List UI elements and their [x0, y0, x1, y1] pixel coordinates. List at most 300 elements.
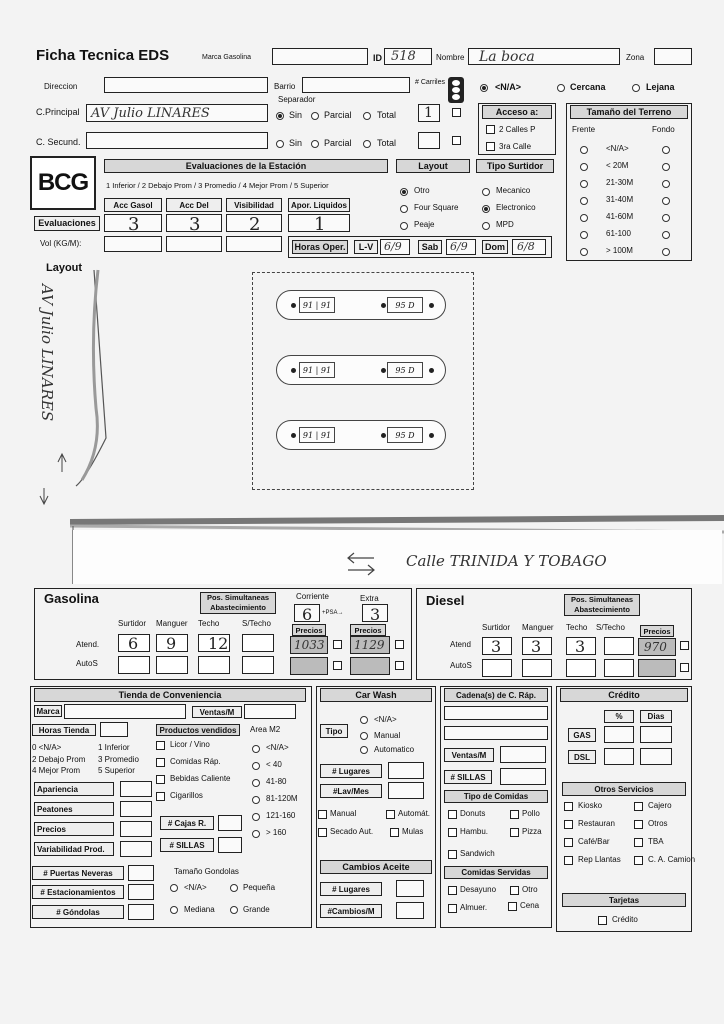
terreno-frente-radio-2[interactable] [580, 180, 588, 188]
tienda-tam-gondolas-label: Tamaño Gondolas [174, 867, 239, 876]
otro-servicio-label-0: Kiosko [578, 801, 603, 810]
pump-dot-end-2 [429, 368, 434, 373]
servida-desayuno-check[interactable] [448, 886, 457, 895]
gondola-grande-label: Grande [243, 905, 270, 914]
otro-servicio-check-1[interactable] [634, 802, 643, 811]
cprincipal-field[interactable] [86, 104, 268, 122]
producto-check-2[interactable] [156, 775, 165, 784]
bcg-logo: BCG [30, 156, 96, 210]
carwash-secado-label: Secado Aut. [330, 827, 374, 836]
gondola-pequena-radio[interactable] [230, 884, 238, 892]
evaluaciones-row-label: Evaluaciones [34, 216, 100, 231]
cercana-label: Cercana [570, 82, 606, 92]
cambios-title: Cambios Aceite [320, 860, 432, 874]
gasolina-corriente-field[interactable] [294, 604, 320, 622]
gasolina-precio-2-field[interactable] [350, 636, 390, 654]
horas-label: Horas Oper. [292, 240, 348, 254]
terreno-frente-radio-1[interactable] [580, 163, 588, 171]
diesel-atend-field-0[interactable] [482, 637, 512, 655]
credito-gas-pct[interactable] [604, 726, 634, 743]
layout-option-label-2: Peaje [414, 220, 435, 229]
lv-field[interactable] [380, 239, 410, 255]
gasolina-col-0: Surtidor [118, 619, 147, 628]
gasolina-autos-field-3[interactable] [242, 656, 274, 674]
gasolina-autos-field-0[interactable] [118, 656, 150, 674]
tienda-metric-field-3[interactable] [120, 841, 152, 857]
area-radio-0[interactable] [252, 745, 260, 753]
nombre-label: Nombre [436, 53, 465, 62]
gasolina-psa-label: +PSA→ [322, 610, 344, 616]
terreno-title: Tamaño del Terreno [570, 105, 688, 119]
tarjeta-credito-label: Crédito [612, 915, 638, 924]
comida-donuts-check[interactable] [448, 810, 457, 819]
diesel-autos-precio[interactable] [638, 659, 676, 677]
cadena-sillas-label: # SILLAS [444, 770, 492, 784]
pump-dot-left-1 [291, 303, 296, 308]
otro-servicio-check-0[interactable] [564, 802, 573, 811]
servida-desayuno-label: Desayuno [460, 885, 497, 894]
tienda-productos-label: Productos vendidos [156, 724, 240, 736]
gasolina-col-2: Techo [198, 619, 220, 628]
pump-dot-end-1 [429, 303, 434, 308]
credito-title: Crédito [560, 688, 688, 702]
acceso-2calles-check[interactable] [486, 125, 495, 134]
diesel-col-2: Techo [566, 623, 588, 632]
servida-almuer-check[interactable] [448, 904, 457, 913]
vol-field-2[interactable] [166, 236, 222, 252]
terreno-fondo-radio-5[interactable] [662, 231, 670, 239]
eval-value-0: 3 [128, 214, 140, 235]
diesel-col-3: S/Techo [596, 623, 625, 632]
pump-dot-right-2 [381, 368, 386, 373]
tienda-title: Tienda de Conveniencia [34, 688, 306, 702]
area-radio-2[interactable] [252, 779, 260, 787]
sep-secund-parcial-radio[interactable] [311, 140, 319, 148]
pump-left-label-2: 91 | 91 [299, 362, 335, 378]
gasolina-autos-precio-1[interactable] [290, 657, 328, 675]
pump-island-3 [276, 420, 446, 450]
diesel-autos-field-3[interactable] [604, 659, 634, 677]
diesel-autos-field-2[interactable] [566, 659, 596, 677]
sketch-street-side: AV Julio LINARES [38, 284, 56, 422]
tienda-gondolas-field[interactable] [128, 904, 154, 920]
tienda-sillas-label: # SILLAS [160, 838, 214, 852]
diesel-col-1: Manguer [522, 623, 554, 632]
tarjeta-credito-check[interactable] [598, 916, 607, 925]
carwash-tipo-auto-radio[interactable] [360, 746, 368, 754]
credito-gas-label: GAS [568, 728, 596, 742]
marca-gasolina-field[interactable] [272, 48, 368, 65]
carwash-tipo-auto: Automatico [374, 745, 415, 754]
sep-secund-sin-radio[interactable] [276, 140, 284, 148]
gasolina-atend-value-0: 6 [128, 634, 139, 653]
otro-servicio-check-2[interactable] [564, 820, 573, 829]
eval-value-field-2[interactable] [226, 214, 282, 235]
terreno-fondo-radio-0[interactable] [662, 146, 670, 154]
tienda-horas-label: Horas Tienda [32, 724, 96, 736]
gasolina-atend-field-1[interactable] [156, 634, 188, 652]
sab-field[interactable] [446, 239, 476, 255]
diesel-autos-label: AutoS [450, 661, 472, 670]
otro-servicio-check-3[interactable] [634, 820, 643, 829]
carwash-tipo-na-radio[interactable] [360, 716, 368, 724]
terreno-fondo-radio-2[interactable] [662, 180, 670, 188]
pump-island-1 [276, 290, 446, 320]
diesel-precio-check[interactable] [680, 641, 689, 650]
credito-dsl-pct[interactable] [604, 748, 634, 765]
comida-pizza-label: Pizza [522, 827, 542, 836]
diesel-autos-field-1[interactable] [522, 659, 552, 677]
gasolina-pos-sim: Pos. Simultaneas Abastecimiento [200, 592, 276, 614]
tienda-estacionamientos-field[interactable] [128, 884, 154, 900]
carwash-lugares-field[interactable] [388, 762, 424, 779]
tienda-puertas-label: # Puertas Neveras [32, 866, 124, 880]
diesel-atend-field-3[interactable] [604, 637, 634, 655]
layout-title: Layout [396, 159, 470, 173]
otro-servicio-label-4: Café/Bar [578, 837, 610, 846]
gondola-grande-radio[interactable] [230, 906, 238, 914]
carwash-lav-field[interactable] [388, 782, 424, 799]
tienda-puertas-field[interactable] [128, 865, 154, 881]
sep-principal-parcial-radio[interactable] [311, 112, 319, 120]
diesel-atend-field-1[interactable] [522, 637, 552, 655]
cadena-ventas-field[interactable] [500, 746, 546, 763]
area-label-0: <N/A> [266, 743, 289, 752]
id-label: ID [373, 53, 382, 63]
carriles-principal-field[interactable] [418, 104, 440, 122]
carwash-manual-check[interactable] [318, 810, 327, 819]
carwash-tipo-manual: Manual [374, 731, 401, 740]
pump-dot-left-2 [291, 368, 296, 373]
producto-check-3[interactable] [156, 792, 165, 801]
cadena-sillas-field[interactable] [500, 768, 546, 785]
pump-right-label-3: 95 D [387, 427, 423, 443]
terreno-fondo-radio-6[interactable] [662, 248, 670, 256]
lejana-radio[interactable] [632, 84, 640, 92]
sep-principal-sin-radio[interactable] [276, 112, 284, 120]
comida-sandwich-label: Sandwich [460, 849, 495, 858]
comida-pizza-check[interactable] [510, 828, 519, 837]
carwash-tipo-na: <N/A> [374, 715, 397, 724]
gasolina-extra-label: Extra [360, 594, 379, 603]
sketch-layout-label: Layout [46, 262, 83, 274]
diesel-atend-value-1: 3 [531, 637, 542, 656]
form-title: Ficha Tecnica EDS [36, 47, 170, 64]
eval-col-1: Acc Del [166, 198, 222, 212]
tienda-horas-field[interactable] [100, 722, 128, 737]
carwash-tipo-manual-radio[interactable] [360, 732, 368, 740]
gasolina-precio-1-check[interactable] [333, 640, 342, 649]
cprincipal-value: AV Julio LINARES [91, 106, 210, 121]
terreno-option-label-3: 31-40M [606, 195, 634, 204]
tienda-cajas-field[interactable] [218, 815, 242, 831]
tarjetas-title: Tarjetas [562, 893, 686, 907]
gasolina-precios-label-1: Precios [292, 624, 326, 636]
lejana-label: Lejana [646, 82, 675, 92]
producto-check-1[interactable] [156, 758, 165, 767]
csecund-field[interactable] [86, 132, 268, 149]
credito-gas-dias[interactable] [640, 726, 672, 743]
tienda-scale-5: 5 Superior [98, 766, 135, 775]
servida-cena-label: Cena [520, 901, 540, 910]
sep-secund-total: Total [377, 138, 397, 148]
eval-col-2: Visibilidad [226, 198, 282, 212]
otro-servicio-label-3: Otros [648, 819, 668, 828]
comida-hambu-check[interactable] [448, 828, 457, 837]
producto-label-2: Bebidas Caliente [170, 774, 231, 783]
comida-pollo-label: Pollo [522, 809, 540, 818]
pump-dot-end-3 [429, 433, 434, 438]
tienda-scale-3: 3 Promedio [98, 755, 139, 764]
cprincipal-label: C.Principal [36, 107, 80, 117]
vol-label: Vol (KG/M): [40, 239, 82, 248]
servida-cena-check[interactable] [508, 902, 517, 911]
credito-dsl-label: DSL [568, 750, 596, 764]
distance-na-radio[interactable] [480, 84, 488, 92]
direccion-label: Direccion [44, 82, 78, 91]
producto-label-3: Cigarillos [170, 791, 203, 800]
credito-dsl-dias[interactable] [640, 748, 672, 765]
carwash-manual-label: Manual [330, 809, 357, 818]
gasolina-autos-check-1[interactable] [333, 661, 342, 670]
otro-servicio-label-6: Rep Llantas [578, 855, 621, 864]
csecund-label: C. Secund. [36, 137, 81, 147]
surtidor-option-radio-2[interactable] [482, 222, 490, 230]
carwash-mulas-label: Mulas [402, 827, 424, 836]
gasolina-corriente-label: Corriente [296, 592, 329, 601]
credito-dias-label: Dias [640, 710, 672, 723]
tienda-metric-field-0[interactable] [120, 781, 152, 797]
tienda-scale-0: 0 <N/A> [32, 743, 62, 752]
cadena-tipo-comidas: Tipo de Comidas [444, 790, 548, 803]
surtidor-option-radio-1[interactable] [482, 205, 490, 213]
otro-servicio-check-6[interactable] [564, 856, 573, 865]
nombre-value: La boca [479, 49, 535, 65]
direccion-field[interactable] [104, 77, 268, 93]
area-label-2: 41-80 [266, 777, 287, 786]
gondola-na-radio[interactable] [170, 884, 178, 892]
terreno-option-label-0: <N/A> [606, 144, 629, 153]
gasolina-precio-2: 1129 [354, 638, 385, 652]
cambios-lugares-field[interactable] [396, 880, 424, 897]
comida-sandwich-check[interactable] [448, 850, 457, 859]
diesel-autos-check[interactable] [680, 663, 689, 672]
gondola-mediana-radio[interactable] [170, 906, 178, 914]
sep-principal-parcial: Parcial [324, 110, 352, 120]
terreno-fondo-radio-1[interactable] [662, 163, 670, 171]
carwash-automat-check[interactable] [386, 810, 395, 819]
gasolina-precio-2-check[interactable] [395, 640, 404, 649]
gasolina-precio-1-field[interactable] [290, 636, 328, 654]
producto-label-1: Comidas Ráp. [170, 757, 221, 766]
tienda-scale-1: 1 Inferior [98, 743, 130, 752]
terreno-option-label-5: 61-100 [606, 229, 631, 238]
diesel-precio-field[interactable] [638, 638, 676, 656]
tienda-scale-2: 2 Debajo Prom [32, 755, 86, 764]
pump-island-2 [276, 355, 446, 385]
separador-label: Separador [278, 95, 316, 104]
tienda-sillas-field[interactable] [218, 837, 242, 853]
terreno-frente-radio-5[interactable] [580, 231, 588, 239]
gasolina-atend-label: Atend. [76, 640, 100, 649]
terreno-fondo-radio-3[interactable] [662, 197, 670, 205]
servida-otro-check[interactable] [510, 886, 519, 895]
tienda-metric-label-1: Peatones [34, 802, 114, 816]
producto-check-0[interactable] [156, 741, 165, 750]
layout-option-label-1: Four Square [414, 203, 459, 212]
carriles-principal-check[interactable] [452, 108, 461, 117]
area-radio-4[interactable] [252, 813, 260, 821]
terreno-frente-radio-6[interactable] [580, 248, 588, 256]
surtidor-option-label-0: Mecanico [496, 186, 531, 195]
surtidor-option-label-1: Electronico [496, 203, 536, 212]
terreno-option-label-4: 41-60M [606, 212, 634, 221]
tienda-marca-field[interactable] [64, 704, 186, 719]
carwash-automat-label: Automát. [398, 809, 431, 818]
marca-gasolina-label: Marca Gasolina [202, 54, 252, 61]
barrio-label: Barrio [274, 82, 296, 91]
pump-left-label-1: 91 | 91 [299, 297, 335, 313]
sep-principal-total-radio[interactable] [363, 112, 371, 120]
sab-label: Sab [418, 240, 442, 254]
id-value: 518 [391, 49, 416, 64]
eval-value-field-0[interactable] [104, 214, 162, 235]
otro-servicio-label-7: C. A. Camion [648, 855, 696, 864]
diesel-atend-field-2[interactable] [566, 637, 596, 655]
terreno-frente-label: Frente [572, 125, 596, 134]
barrio-field[interactable] [302, 77, 410, 93]
evaluaciones-scale: 1 Inferior / 2 Debajo Prom / 3 Promedio / 4 Mejor Prom / 5 Superior [106, 181, 329, 190]
tienda-metric-label-3: Variabilidad Prod. [34, 842, 114, 856]
diesel-atend-value-0: 3 [491, 637, 502, 656]
otro-servicio-check-4[interactable] [564, 838, 573, 847]
carwash-secado-check[interactable] [318, 828, 327, 837]
carriles-secund-field[interactable] [418, 132, 440, 149]
tienda-metric-label-2: Precios [34, 822, 114, 836]
terreno-fondo-label: Fondo [652, 125, 675, 134]
gondola-na-label: <N/A> [184, 883, 207, 892]
pump-left-label-3: 91 | 91 [299, 427, 335, 443]
sep-secund-total-radio[interactable] [363, 140, 371, 148]
acceso-2calles-label: 2 Calles P [499, 125, 536, 134]
area-label-4: 121-160 [266, 811, 296, 820]
diesel-autos-field-0[interactable] [482, 659, 512, 677]
terreno-frente-radio-0[interactable] [580, 146, 588, 154]
id-field[interactable] [384, 48, 432, 65]
cercana-radio[interactable] [557, 84, 565, 92]
terreno-frente-radio-4[interactable] [580, 214, 588, 222]
otro-servicio-label-2: Restauran [578, 819, 615, 828]
credito-pct-label: % [604, 710, 634, 723]
carriles-value: 1 [424, 105, 433, 121]
surtidor-title: Tipo Surtidor [476, 159, 554, 173]
area-label-1: < 40 [266, 760, 282, 769]
dom-label: Dom [482, 240, 508, 254]
cadena-name-field-1[interactable] [444, 706, 548, 720]
zona-field[interactable] [654, 48, 692, 65]
zona-label: Zona [626, 53, 645, 62]
area-radio-1[interactable] [252, 762, 260, 770]
tienda-metric-field-2[interactable] [120, 821, 152, 837]
acceso-title: Acceso a: [482, 105, 552, 119]
gasolina-precios-label-2: Precios [350, 624, 386, 636]
acceso-3calle-check[interactable] [486, 142, 495, 151]
carriles-label: # Carriles [415, 79, 445, 86]
gasolina-autos-field-2[interactable] [198, 656, 230, 674]
gasolina-atend-field-3[interactable] [242, 634, 274, 652]
layout-option-radio-0[interactable] [400, 188, 408, 196]
carwash-title: Car Wash [320, 688, 432, 702]
traffic-light-icon [448, 77, 464, 103]
area-radio-5[interactable] [252, 830, 260, 838]
diesel-col-0: Surtidor [482, 623, 511, 632]
cambios-mes-field[interactable] [396, 902, 424, 919]
tienda-ventas-field[interactable] [244, 704, 296, 719]
nombre-field[interactable] [468, 48, 620, 65]
sab-value: 6/9 [450, 240, 468, 253]
layout-option-radio-1[interactable] [400, 205, 408, 213]
layout-option-label-0: Otro [414, 186, 430, 195]
diesel-pos-sim: Pos. Simultaneas Abastecimiento [564, 594, 640, 616]
otro-servicio-check-5[interactable] [634, 838, 643, 847]
terreno-option-label-6: > 100M [606, 246, 633, 255]
layout-option-radio-2[interactable] [400, 222, 408, 230]
direction-arrows-icon [344, 552, 380, 578]
terreno-fondo-radio-4[interactable] [662, 214, 670, 222]
carriles-secund-check[interactable] [452, 136, 461, 145]
gasolina-extra-field[interactable] [362, 604, 388, 622]
gasolina-autos-check-2[interactable] [395, 661, 404, 670]
terreno-option-label-1: < 20M [606, 161, 629, 170]
tienda-ventas-label: Ventas/M [192, 706, 242, 718]
gasolina-title: Gasolina [44, 591, 99, 606]
eval-col-0: Acc Gasol [104, 198, 162, 212]
sketch-street-bottom: Calle TRINIDA Y TOBAGO [406, 552, 607, 570]
cambios-mes-label: #Cambios/M [320, 904, 382, 918]
gasolina-atend-field-0[interactable] [118, 634, 150, 652]
pump-right-label-1: 95 D [387, 297, 423, 313]
pump-dot-right-1 [381, 303, 386, 308]
carwash-mulas-check[interactable] [390, 828, 399, 837]
area-label-5: > 160 [266, 828, 287, 837]
dom-value: 6/8 [517, 240, 535, 253]
cadena-name-field-2[interactable] [444, 726, 548, 740]
diesel-precios-label: Precios [640, 625, 674, 637]
dom-field[interactable] [512, 239, 546, 255]
diesel-atend-value-2: 3 [575, 637, 586, 656]
area-radio-3[interactable] [252, 796, 260, 804]
comida-donuts-label: Donuts [460, 809, 486, 818]
comida-pollo-check[interactable] [510, 810, 519, 819]
eval-value-3: 1 [314, 214, 326, 235]
eval-value-field-1[interactable] [166, 214, 222, 235]
tienda-scale-4: 4 Mejor Prom [32, 766, 81, 775]
gasolina-atend-field-2[interactable] [198, 634, 230, 652]
eval-value-field-3[interactable] [288, 214, 350, 235]
surtidor-option-radio-0[interactable] [482, 188, 490, 196]
lv-value: 6/9 [384, 240, 402, 253]
pump-dot-left-3 [291, 433, 296, 438]
vol-field-1[interactable] [104, 236, 162, 252]
gasolina-autos-precio-2[interactable] [350, 657, 390, 675]
terreno-frente-radio-3[interactable] [580, 197, 588, 205]
vol-field-3[interactable] [226, 236, 282, 252]
gasolina-autos-field-1[interactable] [156, 656, 188, 674]
tienda-metric-field-1[interactable] [120, 801, 152, 817]
carwash-lav-label: #Lav/Mes [320, 784, 382, 798]
eval-value-1: 3 [189, 214, 201, 235]
otro-servicio-check-7[interactable] [634, 856, 643, 865]
